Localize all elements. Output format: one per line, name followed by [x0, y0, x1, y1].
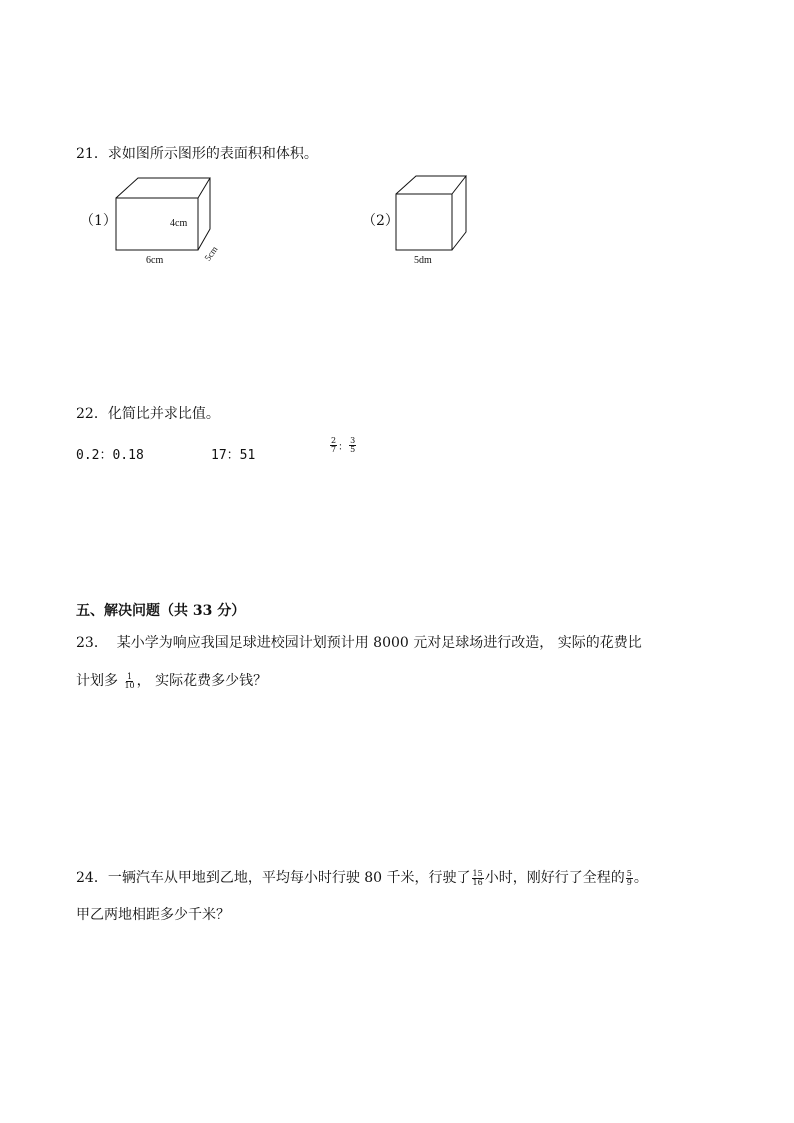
fraction: $\frac{2}{7}$: [331, 436, 337, 454]
q22-item-2: 17：51: [211, 448, 256, 463]
cuboid-height-label: 4cm: [170, 218, 188, 229]
fraction: $\frac{5}{9}$: [626, 868, 632, 887]
q24-line-2: 甲乙两地相距多少千米？: [76, 907, 230, 923]
cube-top-face: [396, 176, 466, 194]
fraction: $\frac{1}{10}$: [124, 671, 135, 690]
fig1-label: （1）: [80, 213, 117, 229]
cube-side-face: [452, 176, 466, 250]
q22-line: [76, 405, 220, 423]
q24-number: 24．: [76, 870, 108, 886]
q22-number: 22．: [76, 406, 108, 422]
section-title: 五、解决问题（共 33 分）: [76, 603, 246, 619]
q23-line-2: 计划多 $\frac{1}{10}$ ， 实际花费多少钱？: [76, 671, 268, 690]
q21-line: [76, 145, 318, 163]
fraction: $\frac{15}{16}$: [472, 868, 483, 887]
cube-figure: [392, 172, 472, 267]
q22-text: 化简比并求比值。: [107, 406, 220, 422]
fraction: $\frac{3}{5}$: [350, 436, 356, 454]
q23-number: 23．: [76, 635, 108, 651]
fig2-label: （2）: [362, 213, 399, 229]
cube-front-face: [396, 194, 452, 250]
cuboid-top-face: [116, 178, 210, 198]
q24-line-1: 24．一辆汽车从甲地到乙地，平均每小时行驶 80 千米，行驶了 $\frac{15}{16}$ 小时，刚好行了全程的 $\frac{5}{9}$ 。: [76, 868, 648, 887]
q22-item-1: 0.2：0.18: [76, 448, 144, 463]
q23-line-1: [76, 634, 642, 652]
q21-text: 求如图所示图形的表面积和体积。: [107, 146, 318, 162]
cuboid-figure: [110, 172, 230, 267]
q21-number: 21．: [76, 146, 108, 162]
cuboid-depth-label: 5cm: [202, 244, 220, 263]
q22-item-3: $\frac{2}{7}$ ： $\frac{3}{5}$: [331, 436, 356, 454]
cube-edge-label: 5dm: [414, 255, 432, 266]
cuboid-length-label: 6cm: [146, 255, 164, 266]
q23-text-1: 某小学为响应我国足球进校园计划预计用 8000 元对足球场进行改造， 实际的花费比: [116, 635, 642, 651]
